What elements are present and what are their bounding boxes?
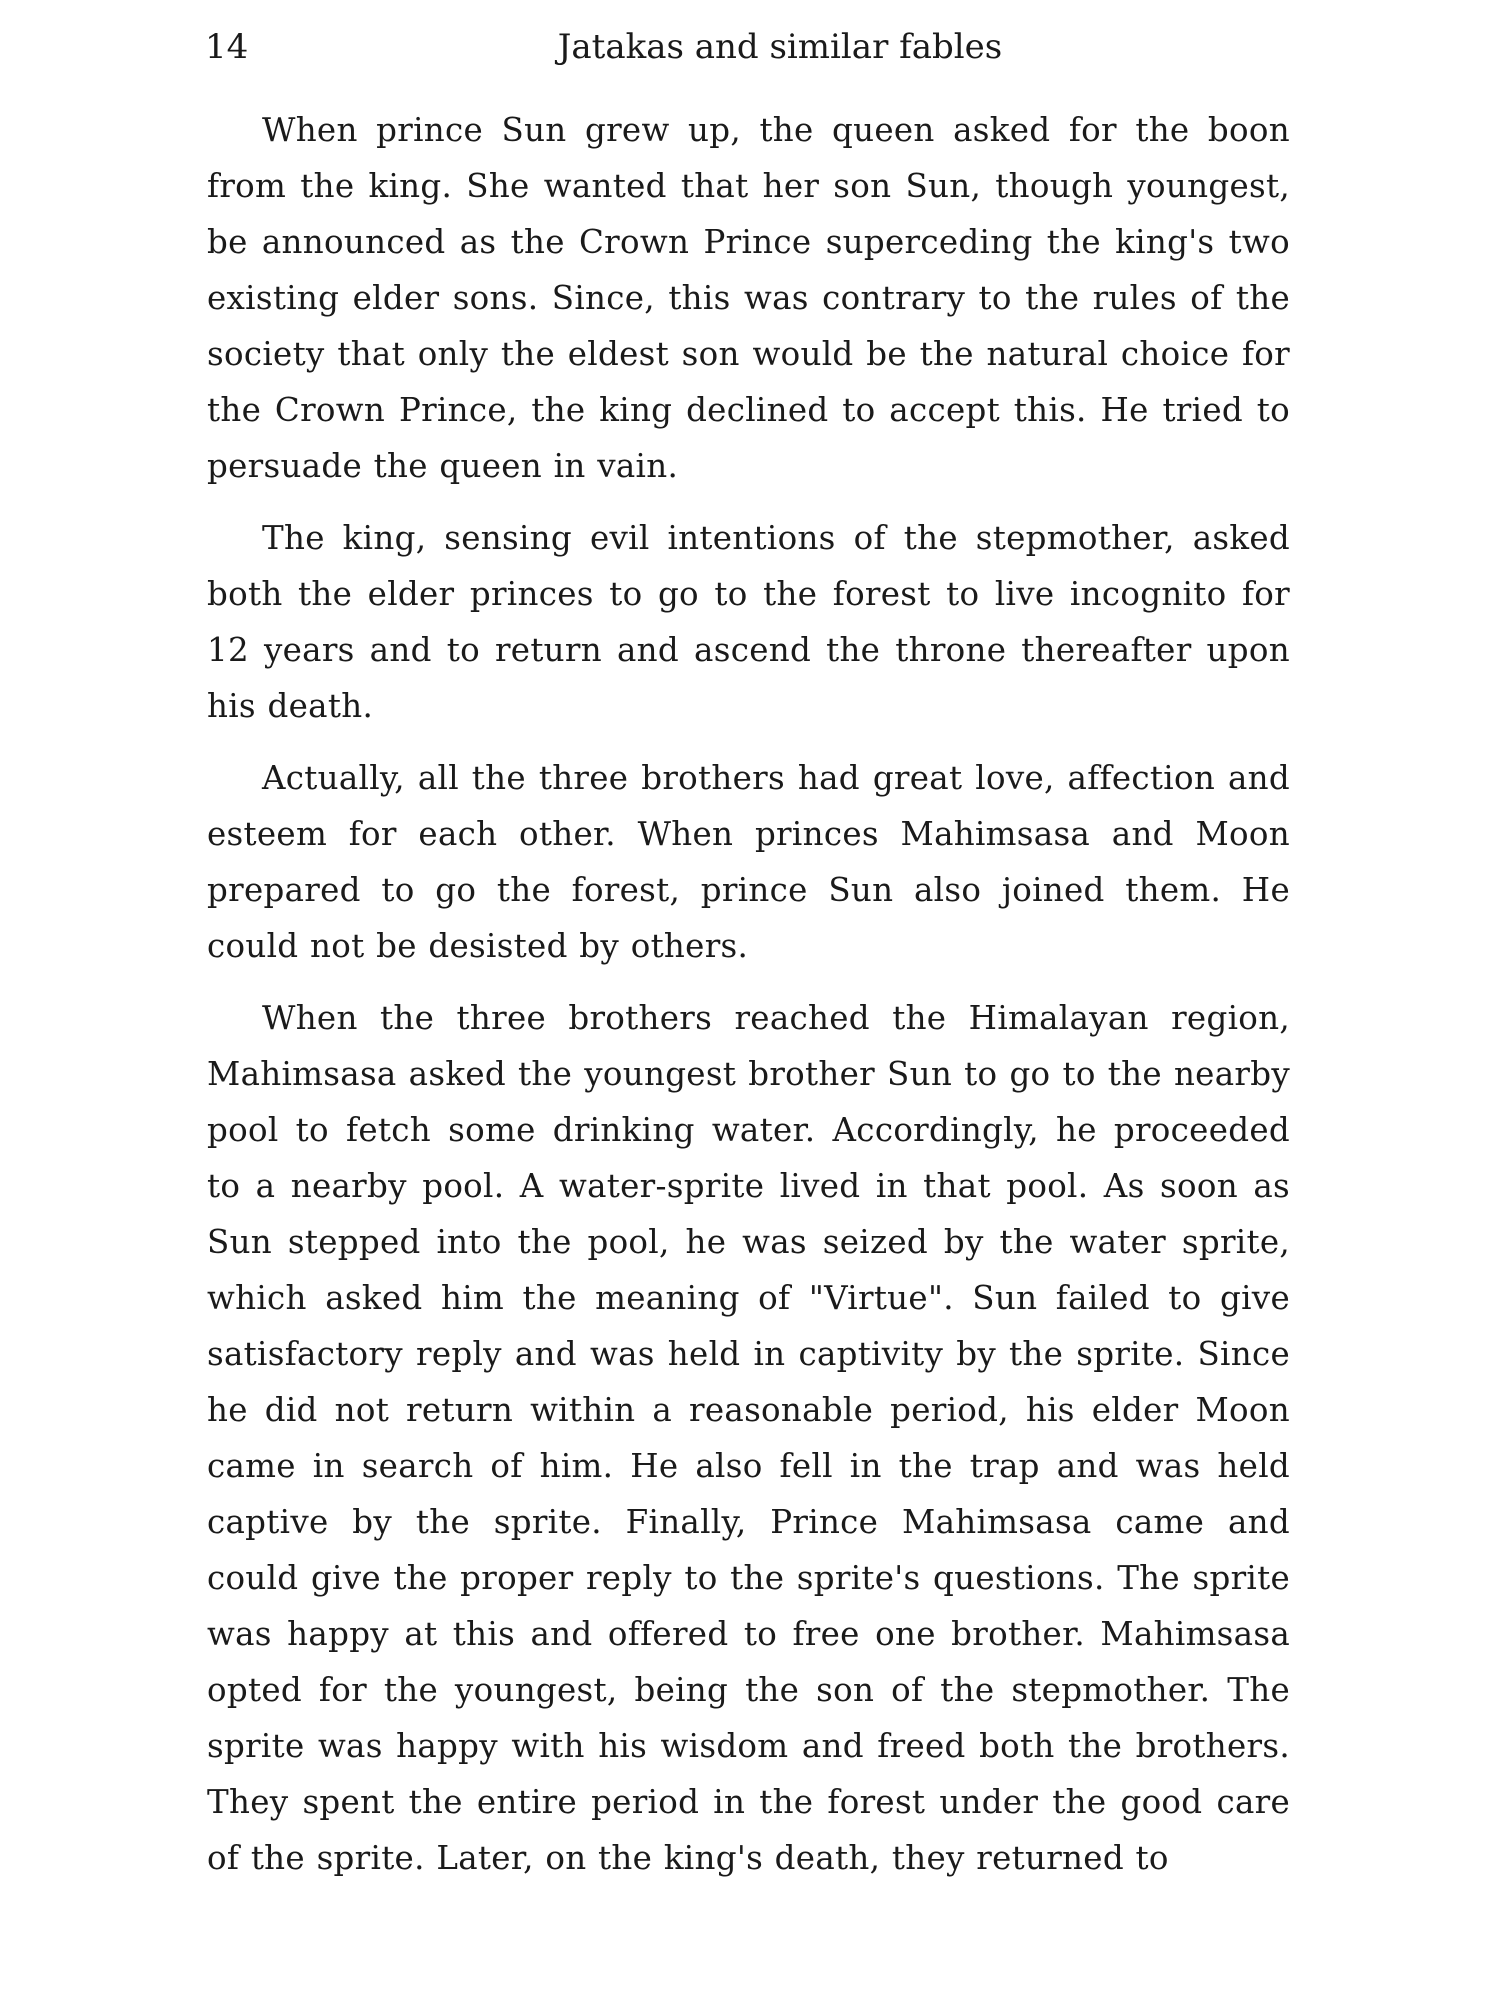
paragraph-crown-prince: When prince Sun grew up, the queen asked for the boon from the king. She wanted that her son Sun, though youngest, be announced as the Crown Prince superceding the king's two existing elder sons. Since, this was contrary to the rules of the society that only the eldest son would be the natural choice for the Crown Prince, the king declined to accept this. He tried to persuade the queen in vain. [207,111,1290,485]
body-text [207,102,1290,1902]
paragraph-brothers-love: Actually, all the three brothers had great love, affection and esteem for each other. When princes Mahimsasa and Moon prepared to go the forest, prince Sun also joined them. He could not be desisted by others. [207,759,1290,965]
running-head [205,22,1305,72]
page-number: 14 [205,27,249,67]
paragraph-exile: The king, sensing evil intentions of the stepmother, asked both the elder princes to go to the forest to live incognito for 12 years and to return and ascend the throne thereafter upon his death. [207,519,1290,725]
running-title: Jatakas and similar fables [557,27,1003,67]
paragraph-water-sprite: When the three brothers reached the Himalayan region, Mahimsasa asked the youngest brother Sun to go to the nearby pool to fetch some drinking water. Accordingly, he proceeded to a nearby pool. A water-sprite lived in that pool. As soon as Sun stepped into the pool, he was seized by the water sprite, which asked him the meaning of "Virtue". Sun failed to give satisfactory reply and was held in captivity by the sprite. Since he did not return within a reasonable period, his elder Moon came in search of him. He also fell in the trap and was held captive by the sprite. Finally, Prince Mahimsasa came and could give the proper reply to the sprite's questions. The sprite was happy at this and offered to free one brother. Mahimsasa opted for the youngest, being the son of the stepmother. The sprite was happy with his wisdom and freed both the brothers. They spent the entire period in the forest under the good care of the sprite. Later, on the king's death, they returned to [207,999,1290,1877]
